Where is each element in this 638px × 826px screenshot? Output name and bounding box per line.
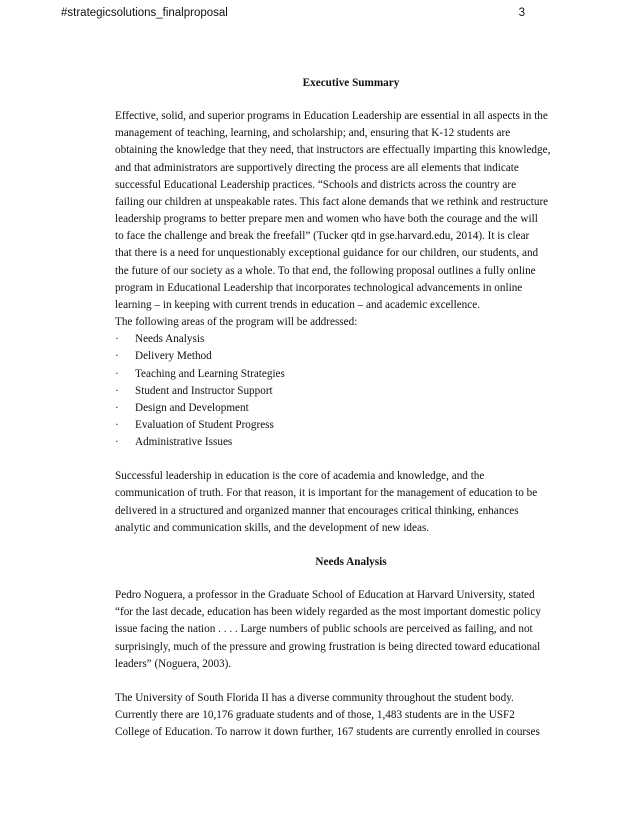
text-line: The University of South Florida II has a diverse community throughout the student body. [115, 691, 514, 704]
program-areas-list [115, 331, 607, 451]
paragraph-spacer [115, 673, 607, 690]
text-line: Successful leadership in education is the core of academia and knowledge, and the [115, 470, 485, 483]
paragraph-spacer [115, 451, 607, 468]
list-intro [115, 314, 607, 331]
text-line: “for the last decade, education has been widely regarded as the most important domestic policy [115, 606, 541, 619]
text-line: surprisingly, much of the pressure and growing frustration is being directed toward educational [115, 640, 541, 653]
list-item-label: Administrative Issues [135, 436, 233, 449]
list-item [115, 348, 607, 365]
text-line: failing our children at unspeakable rates. This fact alone demands that we rethink and restructure [115, 195, 549, 208]
bullet-icon: · [115, 367, 119, 380]
executive-summary-paragraph-1 [115, 108, 607, 314]
text-line: delivered in a structured and organized manner that encourages critical thinking, enhances [115, 504, 519, 517]
executive-summary-heading: Executive Summary [302, 77, 400, 89]
page-header [61, 6, 525, 20]
text-line: and that administrators are supportively directing the process are all elements that indicate [115, 161, 519, 174]
needs-analysis-paragraph-1 [115, 587, 607, 673]
list-item [115, 331, 607, 348]
text-line: College of Education. To narrow it down further, 167 students are currently enrolled in courses [115, 726, 540, 739]
document-title: #strategicsolutions_finalproposal [61, 7, 228, 19]
needs-analysis-paragraph-2 [115, 690, 607, 741]
page-number: 3 [518, 7, 525, 19]
text-line: Currently there are 10,176 graduate students and of those, 1,483 students are in the USF2 [115, 709, 515, 721]
list-item-label: Evaluation of Student Progress [135, 418, 274, 431]
executive-summary-paragraph-2 [115, 468, 607, 537]
text-line: learning – in keeping with current trends in education – and academic excellence. [115, 298, 480, 311]
list-item-label: Teaching and Learning Strategies [135, 367, 285, 380]
text-line: that there is a need for unquestionably exceptional guidance for our children, our students, and [115, 247, 539, 260]
paragraph-spacer [115, 537, 607, 554]
text-line: analytic and communication skills, and the development of new ideas. [115, 521, 430, 534]
text-line: to face the challenge and break the freefall” (Tucker qtd in gse.harvard.edu, 2014). It is clear [115, 230, 530, 243]
bullet-icon: · [115, 436, 119, 449]
bullet-icon: · [115, 333, 119, 346]
list-item [115, 417, 607, 434]
list-item [115, 434, 607, 451]
text-line: leaders” (Noguera, 2003). [115, 657, 232, 670]
bullet-icon: · [115, 384, 119, 397]
list-item [115, 366, 607, 383]
text-line: issue facing the nation . . . . Large numbers of public schools are perceived as failing, and not [115, 623, 533, 636]
text-line: Effective, solid, and superior programs in Education Leadership are essential in all aspects in the [115, 110, 548, 123]
text-line: leadership programs to better prepare men and women who have both the courage and the will [115, 213, 538, 226]
page-body [115, 75, 607, 741]
list-intro-text: The following areas of the program will be addressed: [115, 316, 358, 329]
list-item-label: Student and Instructor Support [135, 384, 273, 397]
list-item-label: Needs Analysis [135, 333, 205, 346]
text-line: obtaining the knowledge that they need, that instructors are effectually imparting this knowledge, [115, 144, 551, 157]
list-item-label: Delivery Method [135, 350, 212, 363]
needs-analysis-heading: Needs Analysis [315, 555, 387, 568]
bullet-icon: · [115, 350, 119, 363]
list-item [115, 400, 607, 417]
bullet-icon: · [115, 401, 119, 414]
text-line: management of teaching, learning, and scholarship; and, ensuring that K-12 students are [115, 127, 511, 140]
text-line: Pedro Noguera, a professor in the Graduate School of Education at Harvard University, stated [115, 589, 535, 602]
text-line: communication of truth. For that reason, it is important for the management of education to be [115, 487, 538, 500]
list-item-label: Design and Development [135, 401, 249, 414]
text-line: successful Educational Leadership practices. “Schools and districts across the country are [115, 178, 517, 191]
bullet-icon: · [115, 418, 119, 431]
text-line: program in Educational Leadership that incorporates technological advancements in online [115, 281, 523, 294]
text-line: the future of our society as a whole. To that end, the following proposal outlines a fully online [115, 264, 536, 277]
list-item [115, 383, 607, 400]
